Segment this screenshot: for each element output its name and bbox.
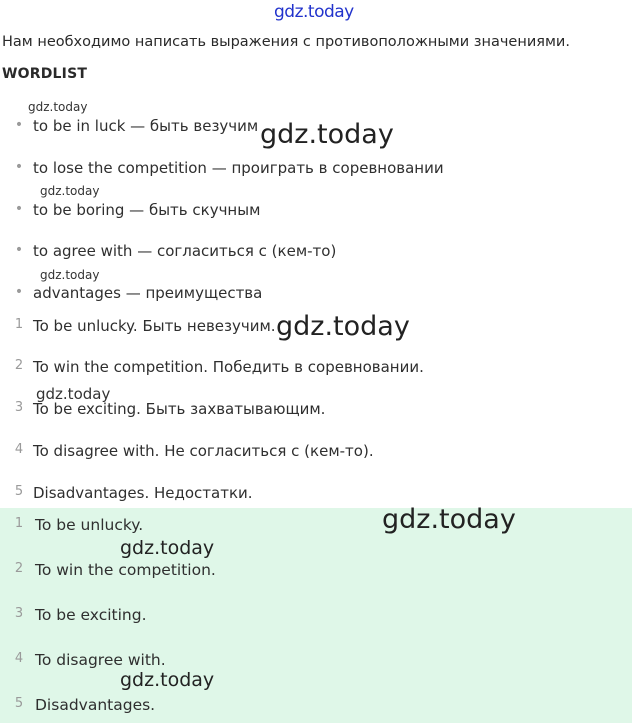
answer-text: Disadvantages. xyxy=(35,696,156,714)
wordlist-item-text: to agree with — согласиться с (кем-то) xyxy=(33,242,337,260)
answer-text: To disagree with. Не согласиться с (кем-то). xyxy=(33,442,374,460)
answer-number: 4 xyxy=(14,651,24,666)
task-instruction: Нам необходимо написать выражения с противоположными значениями. xyxy=(2,34,570,50)
bullet-icon: • xyxy=(14,159,24,175)
bullet-icon: • xyxy=(14,201,24,217)
watermark: gdz.today xyxy=(120,537,215,559)
answer-text: To be unlucky. xyxy=(35,516,144,534)
watermark-top: gdz.today xyxy=(274,2,354,22)
wordlist-item-text: to lose the competition — проиграть в соревновании xyxy=(33,159,444,177)
answer-number: 2 xyxy=(14,561,24,576)
wordlist-item-text: to be boring — быть скучным xyxy=(33,201,261,219)
answer-text: To win the competition. xyxy=(35,561,216,579)
answer-text: To be exciting. xyxy=(35,606,147,624)
answer-text: To win the competition. Победить в соревновании. xyxy=(33,358,424,376)
watermark: gdz.today xyxy=(28,100,88,114)
answer-number: 1 xyxy=(14,317,24,332)
answer-text: To be unlucky. Быть невезучим. xyxy=(33,317,276,335)
answer-number: 2 xyxy=(14,358,24,373)
watermark: gdz.today xyxy=(382,504,516,535)
answer-number: 3 xyxy=(14,400,24,415)
highlighted-answer-block xyxy=(0,508,632,723)
bullet-icon: • xyxy=(14,284,24,300)
answer-number: 3 xyxy=(14,606,24,621)
wordlist-item-text: advantages — преимущества xyxy=(33,284,263,302)
bullet-icon: • xyxy=(14,117,24,133)
wordlist-title: WORDLIST xyxy=(2,66,88,82)
answer-number: 5 xyxy=(14,696,24,711)
watermark: gdz.today xyxy=(260,119,394,150)
watermark: gdz.today xyxy=(36,385,111,403)
watermark: gdz.today xyxy=(120,669,215,691)
answer-text: To be exciting. Быть захватывающим. xyxy=(33,400,326,418)
answer-number: 5 xyxy=(14,484,24,499)
bullet-icon: • xyxy=(14,242,24,258)
answer-text: To disagree with. xyxy=(35,651,166,669)
answer-number: 4 xyxy=(14,442,24,457)
watermark: gdz.today xyxy=(40,268,100,282)
wordlist-item-text: to be in luck — быть везучим xyxy=(33,117,259,135)
answer-text: Disadvantages. Недостатки. xyxy=(33,484,253,502)
answer-number: 1 xyxy=(14,516,24,531)
watermark: gdz.today xyxy=(276,311,410,342)
watermark: gdz.today xyxy=(40,184,100,198)
